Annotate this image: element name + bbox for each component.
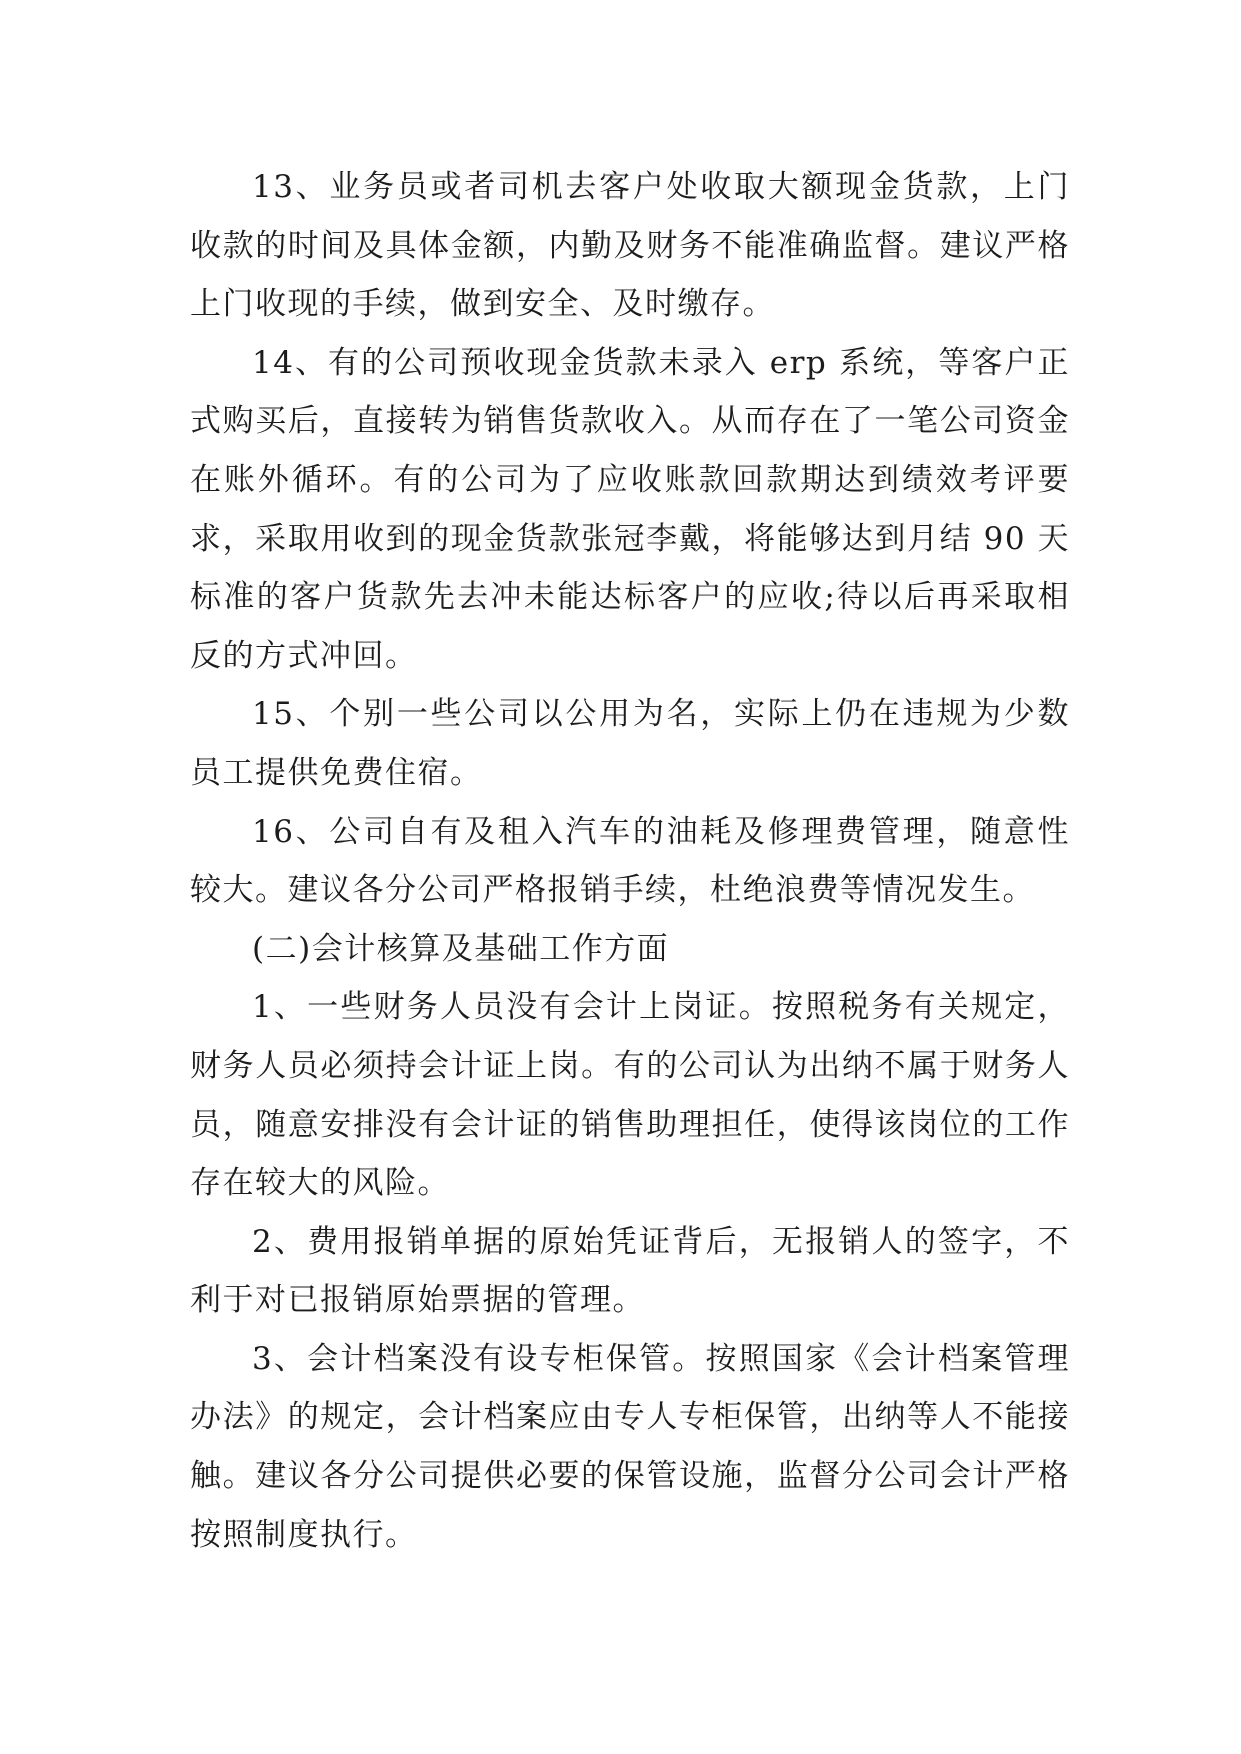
paragraph-item-1: 1、一些财务人员没有会计上岗证。按照税务有关规定，财务人员必须持会计证上岗。有的公司认为出纳不属于财务人员，随意安排没有会计证的销售助理担任，使得该岗位的工作存在较大的风险。 [190,989,1070,1202]
paragraph-item-16: 16、公司自有及租入汽车的油耗及修理费管理，随意性较大。建议各分公司严格报销手续，杜绝浪费等情况发生。 [190,813,1070,909]
paragraph-item-2: 2、费用报销单据的原始凭证背后，无报销人的签字，不利于对已报销原始票据的管理。 [190,1223,1070,1319]
section-heading: (二)会计核算及基础工作方面 [252,930,670,967]
paragraph-item-14: 14、有的公司预收现金货款未录入 erp 系统，等客户正式购买后，直接转为销售货款收入。从而存在了一笔公司资金在账外循环。有的公司为了应收账款回款期达到绩效考评要求，采取用收到的现金货款张冠李戴，将能够达到月结 90 天标准的客户货款先去冲未能达标客户的应收;待以后再采取相反的方式冲回。 [190,344,1070,674]
paragraph-item-3: 3、会计档案没有设专柜保管。按照国家《会计档案管理办法》的规定，会计档案应由专人专柜保管，出纳等人不能接触。建议各分公司提供必要的保管设施，监督分公司会计严格按照制度执行。 [190,1340,1070,1553]
paragraph-item-15: 15、个别一些公司以公用为名，实际上仍在违规为少数员工提供免费住宿。 [190,696,1070,791]
paragraph-item-13: 13、业务员或者司机去客户处收取大额现金货款，上门收款的时间及具体金额，内勤及财务不能准确监督。建议严格上门收现的手续，做到安全、及时缴存。 [190,169,1070,323]
document-body [190,158,1070,1564]
